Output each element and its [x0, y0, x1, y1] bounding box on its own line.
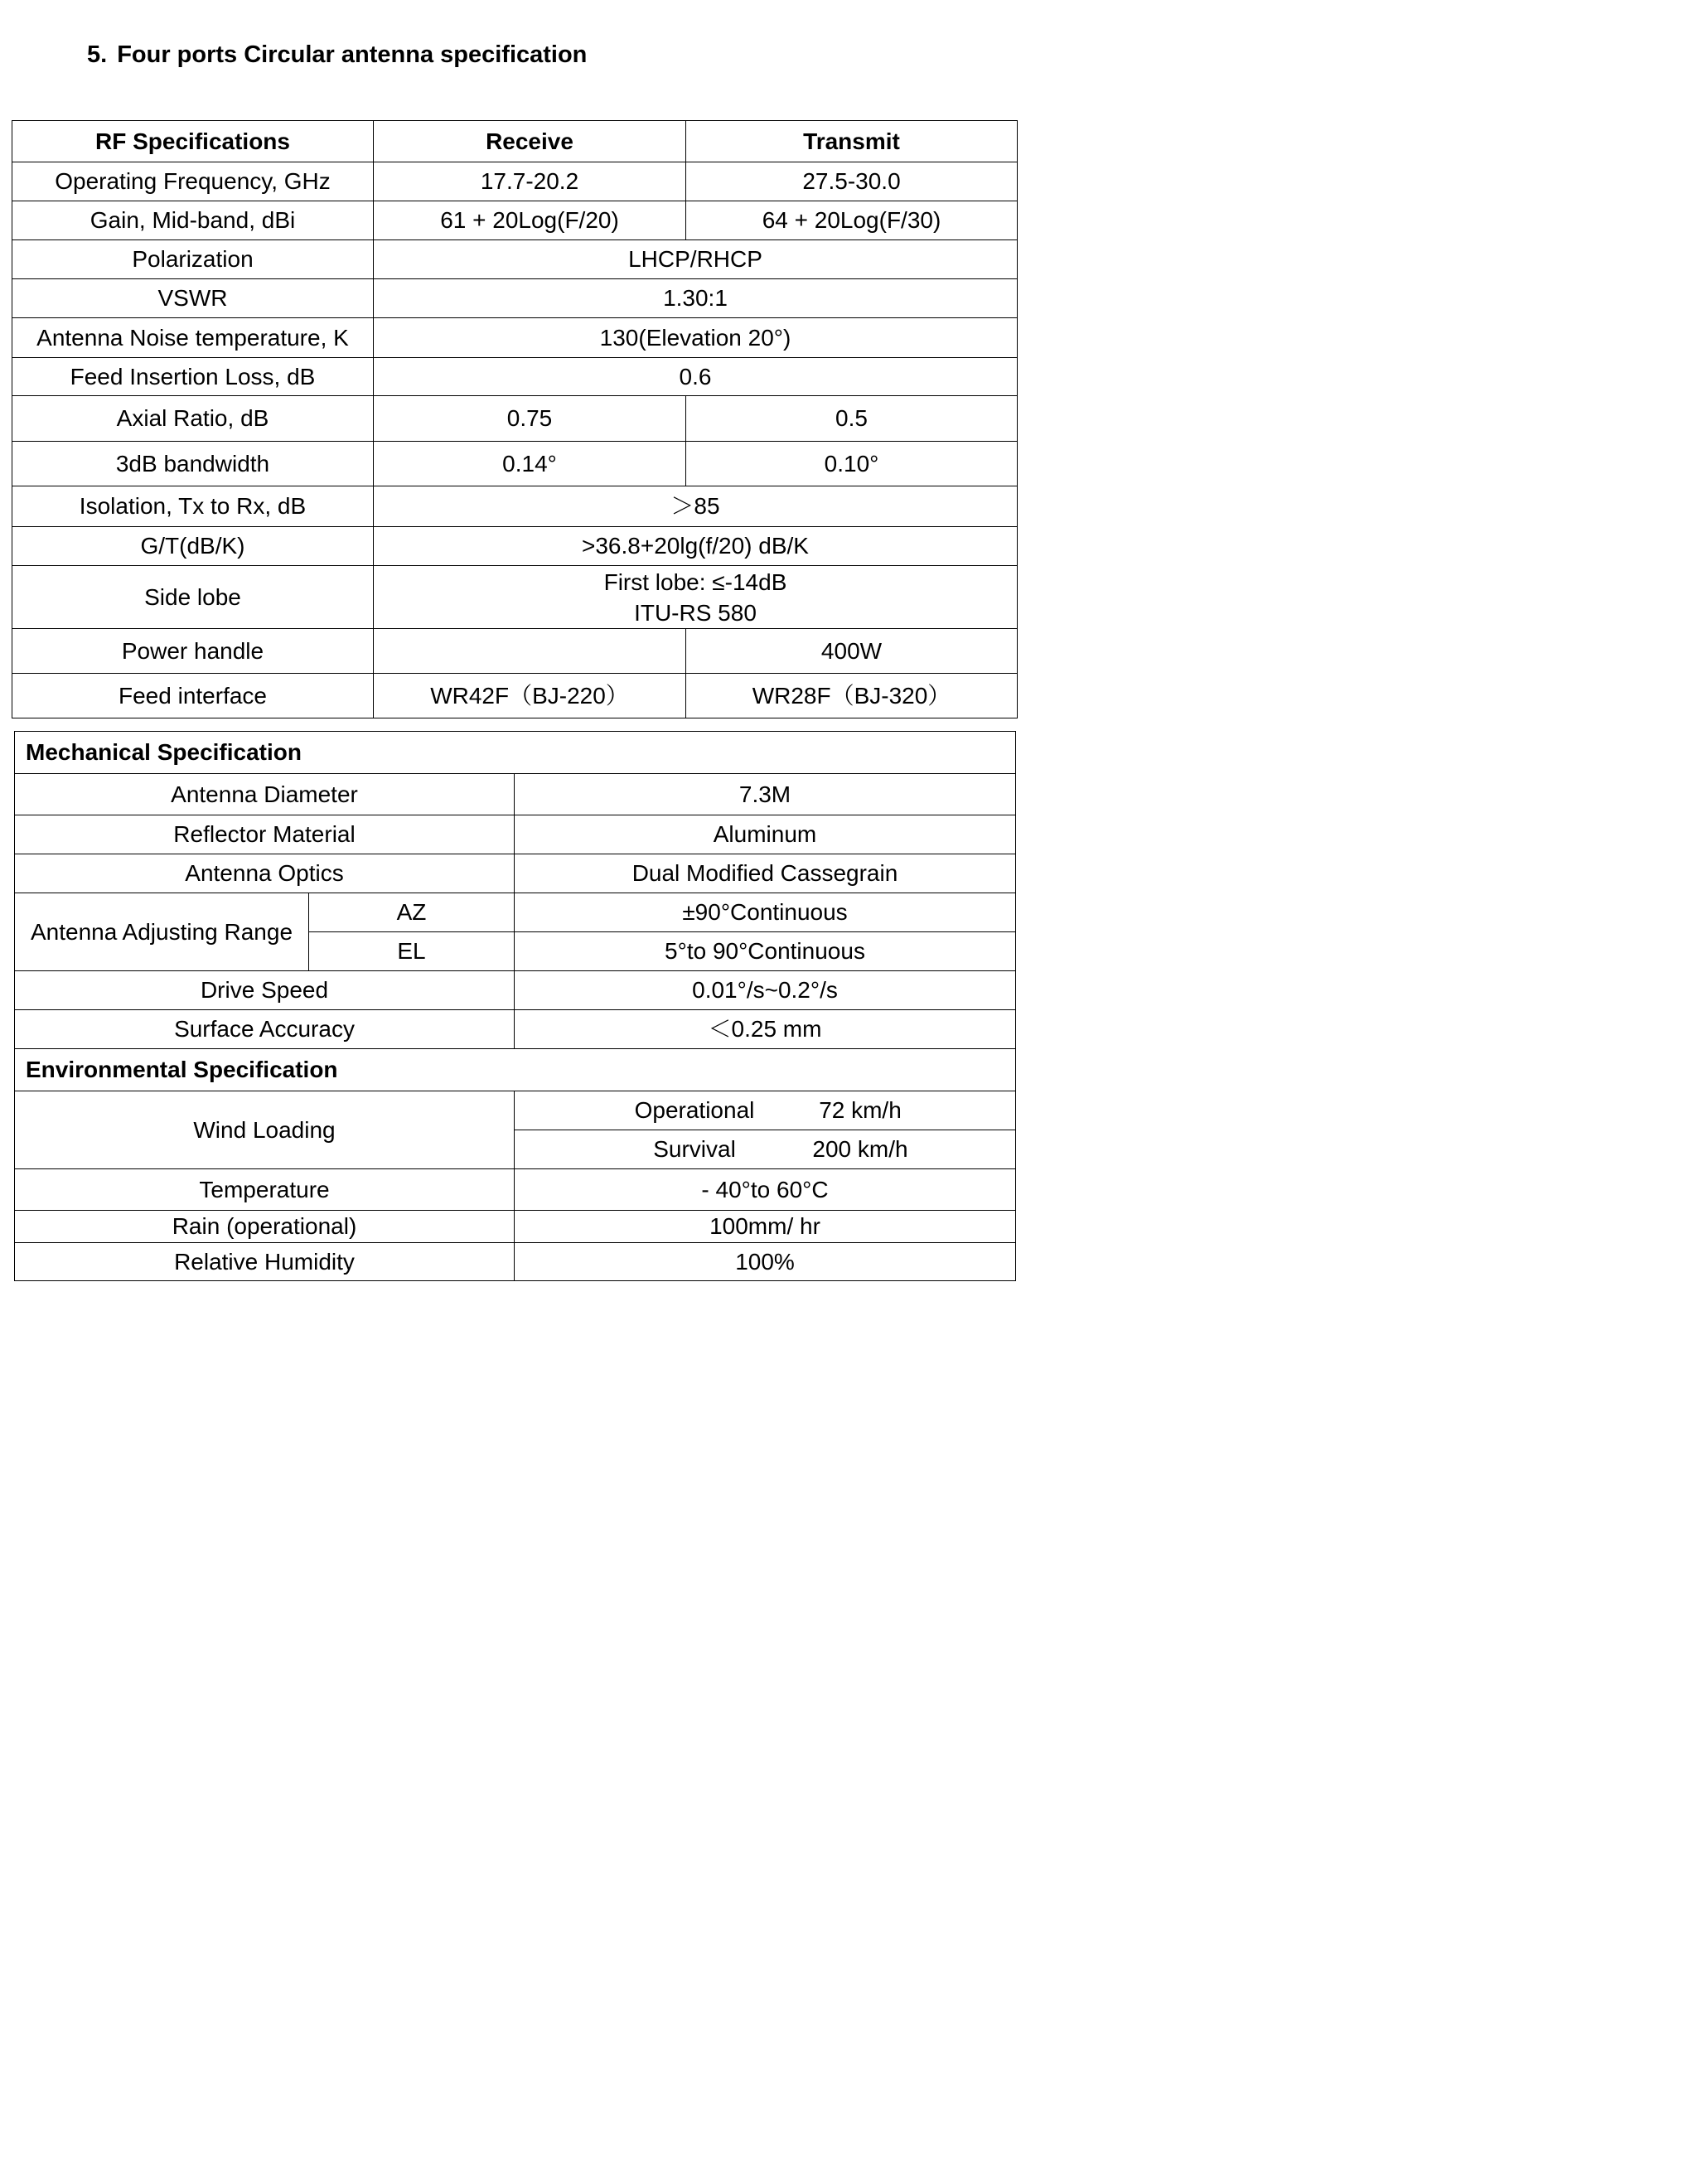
row-label: Side lobe — [12, 566, 374, 629]
table-row — [15, 893, 1016, 932]
table-row — [12, 674, 1018, 718]
row-value: - 40°to 60°C — [515, 1169, 1016, 1211]
receive-value: 17.7-20.2 — [374, 162, 686, 201]
row-label: Drive Speed — [15, 971, 515, 1010]
row-label: Rain (operational) — [15, 1211, 515, 1243]
side-lobe-line-1: First lobe: ≤-14dB — [603, 568, 787, 595]
table-row — [15, 854, 1016, 893]
row-label: Relative Humidity — [15, 1243, 515, 1281]
receive-value: WR42F（BJ-220） — [374, 674, 686, 718]
row-label: Surface Accuracy — [15, 1010, 515, 1049]
shared-value: >36.8+20lg(f/20) dB/K — [374, 527, 1018, 566]
environmental-section-title: Environmental Specification — [15, 1049, 1016, 1091]
row-label: Feed interface — [12, 674, 374, 718]
adjusting-range-label: Antenna Adjusting Range — [15, 893, 309, 971]
row-value: Aluminum — [515, 815, 1016, 854]
table-row — [15, 774, 1016, 815]
table-row — [15, 971, 1016, 1010]
el-value: 5°to 90°Continuous — [515, 932, 1016, 971]
mechanical-section-title: Mechanical Specification — [15, 732, 1016, 774]
el-label: EL — [309, 932, 515, 971]
table-row — [12, 566, 1018, 629]
header-transmit: Transmit — [686, 121, 1018, 162]
row-label: Power handle — [12, 629, 374, 674]
table-row — [15, 1169, 1016, 1211]
table-row — [15, 815, 1016, 854]
wind-survival-cell — [515, 1130, 1016, 1169]
transmit-value: 0.10° — [686, 442, 1018, 486]
table-row — [12, 162, 1018, 201]
transmit-value: 27.5-30.0 — [686, 162, 1018, 201]
row-label: Gain, Mid-band, dBi — [12, 201, 374, 240]
row-label: Feed Insertion Loss, dB — [12, 358, 374, 396]
shared-value: 1.30:1 — [374, 279, 1018, 318]
section-number: 5. — [87, 41, 108, 68]
table-row — [15, 1091, 1016, 1130]
table-row — [12, 486, 1018, 527]
table-row — [12, 201, 1018, 240]
row-value: Dual Modified Cassegrain — [515, 854, 1016, 893]
row-value: 100% — [515, 1243, 1016, 1281]
wind-operational-cell — [515, 1091, 1016, 1130]
wind-survival-label: Survival — [653, 1136, 736, 1162]
row-label: 3dB bandwidth — [12, 442, 374, 486]
row-label: Reflector Material — [15, 815, 515, 854]
table-row — [15, 1211, 1016, 1243]
table-row — [12, 629, 1018, 674]
row-label: Axial Ratio, dB — [12, 396, 374, 442]
row-value: ＜0.25 mm — [515, 1010, 1016, 1049]
row-label: Isolation, Tx to Rx, dB — [12, 486, 374, 527]
table-row — [15, 1243, 1016, 1281]
row-value: 7.3M — [515, 774, 1016, 815]
row-label: G/T(dB/K) — [12, 527, 374, 566]
transmit-value: 64 + 20Log(F/30) — [686, 201, 1018, 240]
shared-value: 0.6 — [374, 358, 1018, 396]
header-receive: Receive — [374, 121, 686, 162]
shared-value: LHCP/RHCP — [374, 240, 1018, 279]
mechanical-environmental-table — [14, 731, 1016, 1281]
row-label: Antenna Optics — [15, 854, 515, 893]
row-label: Temperature — [15, 1169, 515, 1211]
table-row — [12, 279, 1018, 318]
table-row — [12, 240, 1018, 279]
header-rf-specifications: RF Specifications — [12, 121, 374, 162]
row-label: Antenna Noise temperature, K — [12, 318, 374, 358]
table-row — [12, 442, 1018, 486]
section-title: Four ports Circular antenna specification — [117, 41, 588, 68]
wind-loading-label: Wind Loading — [15, 1091, 515, 1169]
transmit-value: 0.5 — [686, 396, 1018, 442]
receive-value — [374, 629, 686, 674]
table-row — [15, 1010, 1016, 1049]
shared-value: 130(Elevation 20°) — [374, 318, 1018, 358]
table-row — [12, 527, 1018, 566]
receive-value: 0.75 — [374, 396, 686, 442]
rf-spec-table — [12, 120, 1018, 718]
row-label: Polarization — [12, 240, 374, 279]
wind-operational-label: Operational — [634, 1097, 755, 1123]
receive-value: 0.14° — [374, 442, 686, 486]
table-row — [12, 358, 1018, 396]
row-label: Antenna Diameter — [15, 774, 515, 815]
row-label: VSWR — [12, 279, 374, 318]
row-value: 100mm/ hr — [515, 1211, 1016, 1243]
az-value: ±90°Continuous — [515, 893, 1016, 932]
section-row — [15, 732, 1016, 774]
transmit-value: WR28F（BJ-320） — [686, 674, 1018, 718]
section-row — [15, 1049, 1016, 1091]
az-label: AZ — [309, 893, 515, 932]
wind-survival-value: 200 km/h — [812, 1136, 908, 1162]
side-lobe-value — [374, 566, 1018, 629]
row-value: 0.01°/s~0.2°/s — [515, 971, 1016, 1010]
transmit-value: 400W — [686, 629, 1018, 674]
wind-operational-value: 72 km/h — [819, 1097, 902, 1123]
table-header-row — [12, 121, 1018, 162]
side-lobe-line-2: ITU-RS 580 — [634, 599, 757, 626]
section-heading — [87, 36, 587, 73]
table-row — [12, 318, 1018, 358]
receive-value: 61 + 20Log(F/20) — [374, 201, 686, 240]
table-row — [12, 396, 1018, 442]
shared-value: ＞85 — [374, 486, 1018, 527]
row-label: Operating Frequency, GHz — [12, 162, 374, 201]
